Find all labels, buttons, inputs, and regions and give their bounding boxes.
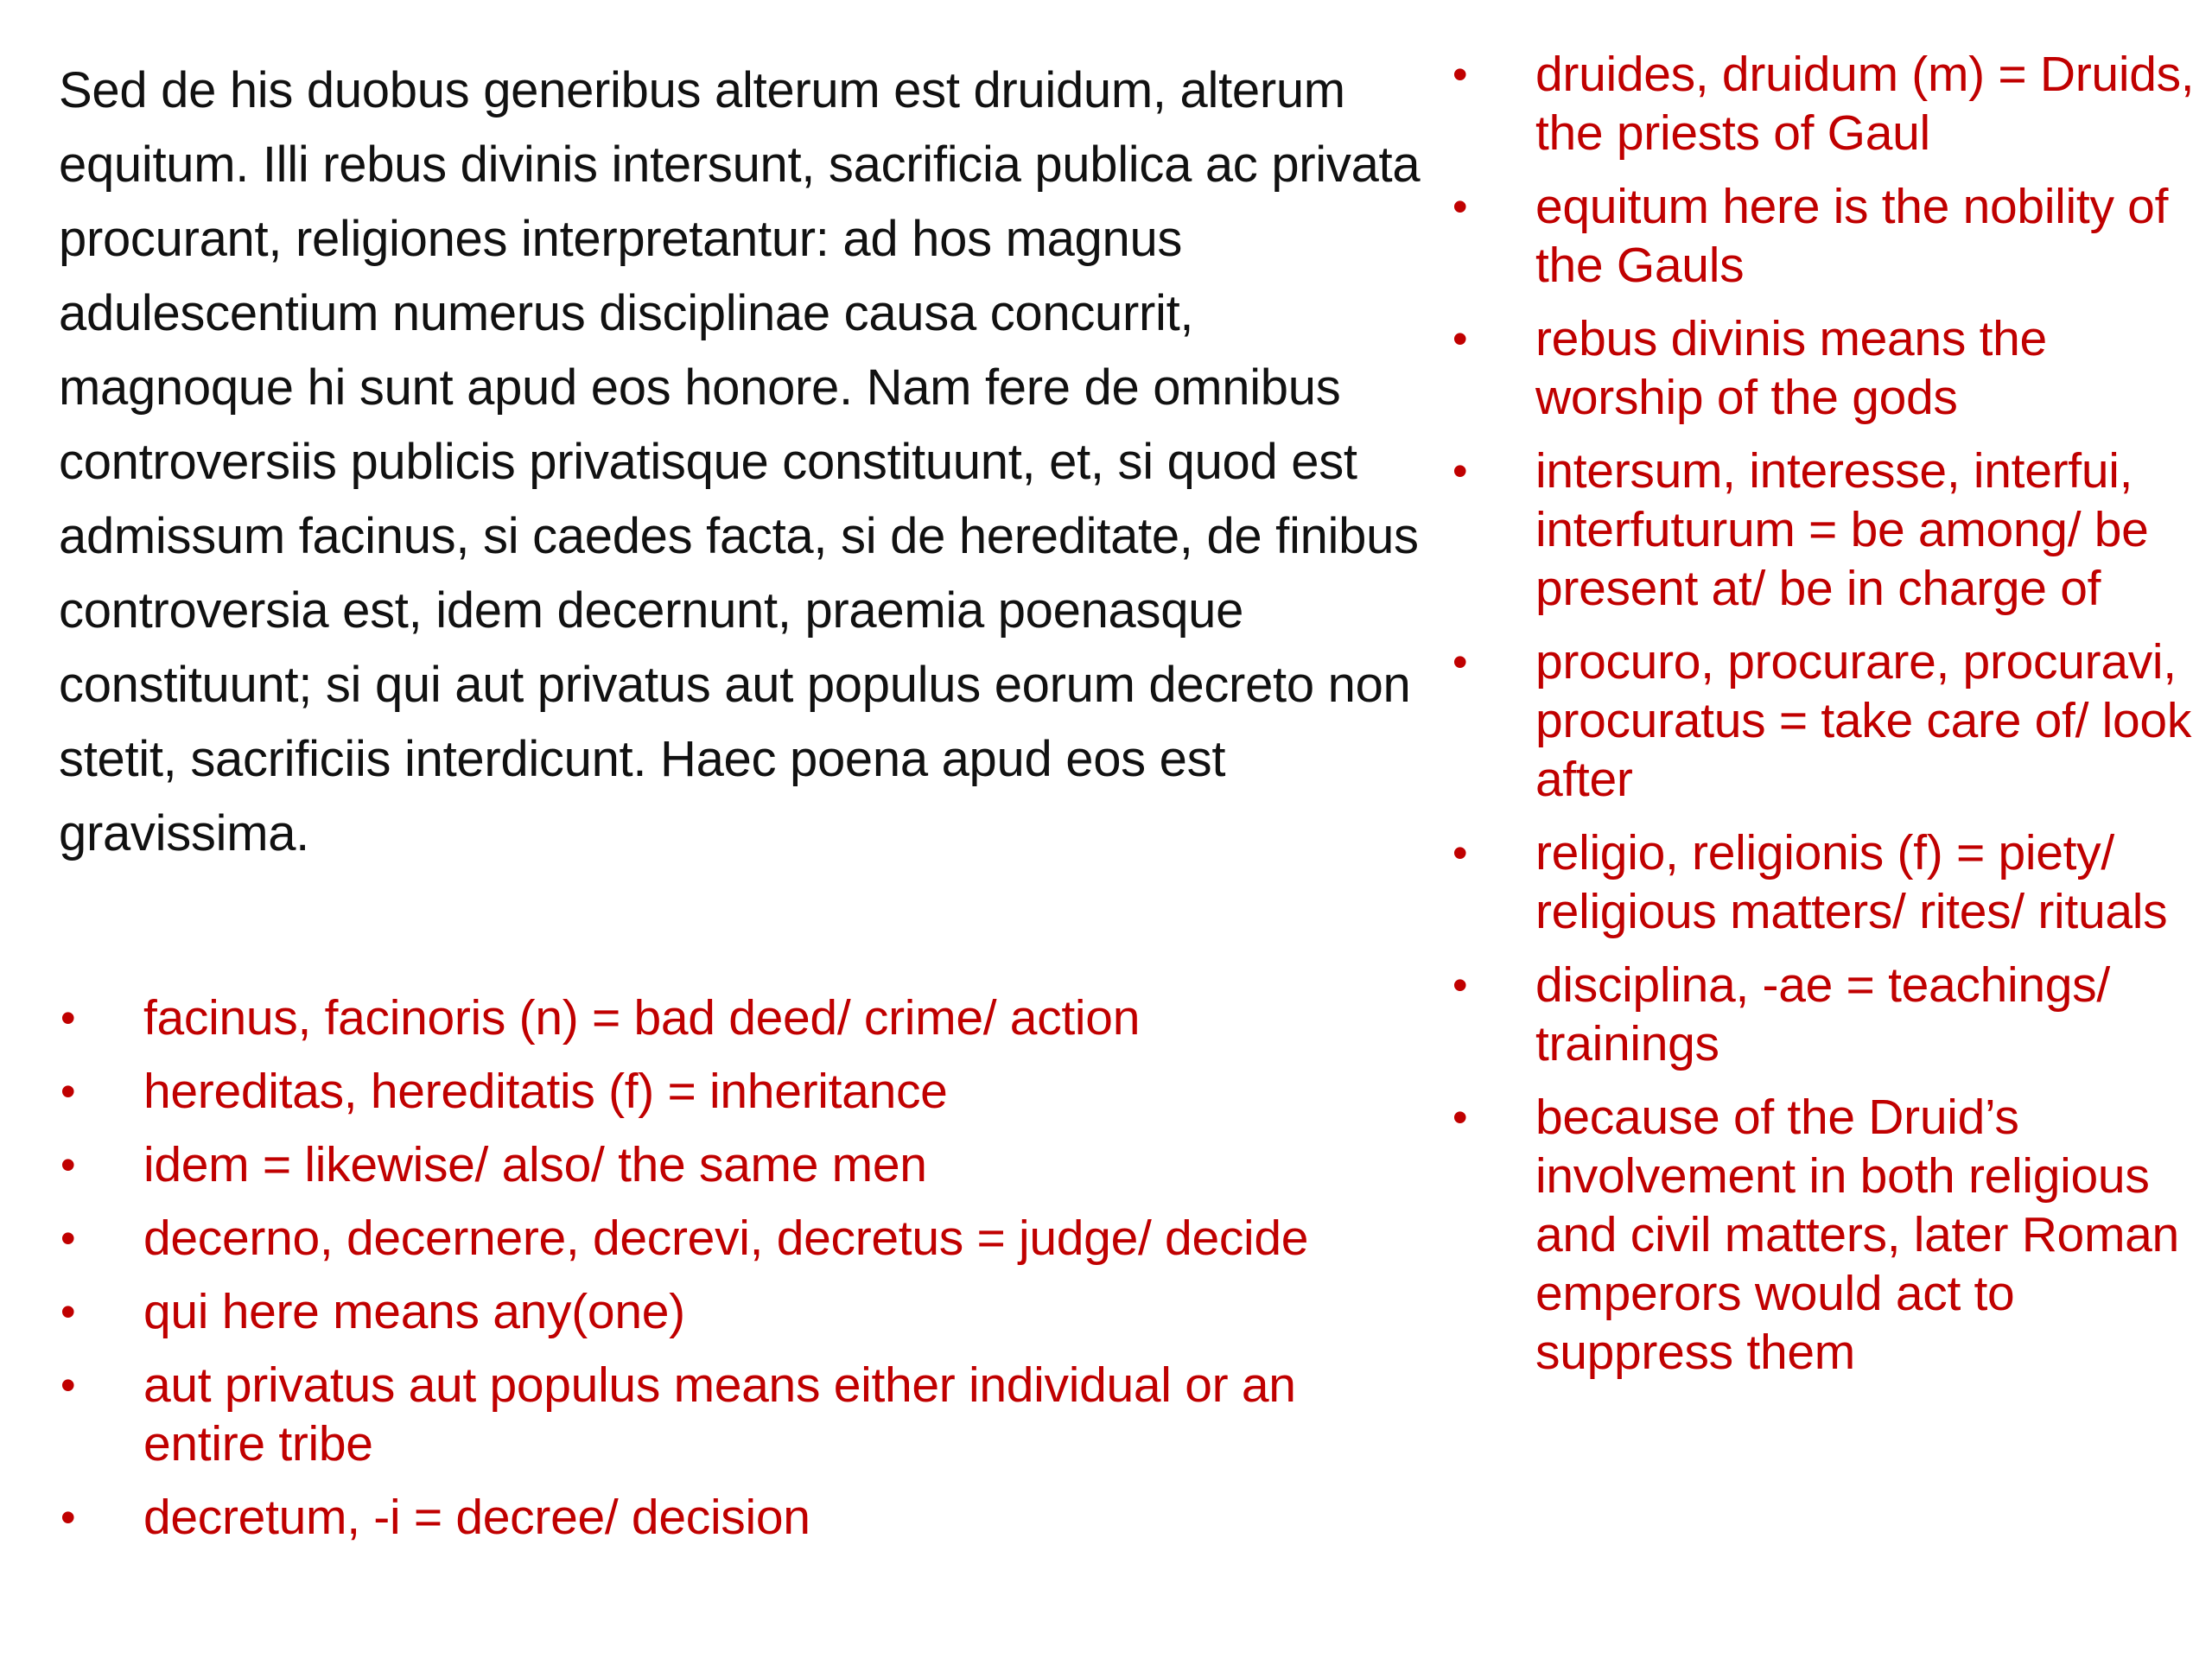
note-item [1452, 177, 2209, 295]
note-text: idem = likewise/ also/ the same men [143, 1137, 927, 1192]
note-text: procuro, procurare, procuravi, procuratus = take care of/ look after [1535, 634, 2192, 807]
bullet-icon: • [60, 1361, 76, 1409]
note-text: intersum, interesse, interfui, interfuturum = be among/ be present at/ be in charge of [1535, 443, 2149, 616]
note-item [1452, 45, 2209, 162]
note-item [60, 988, 1353, 1047]
latin-passage: Sed de his duobus generibus alterum est druidum, alterum equitum. Illi rebus divinis intersunt, sacrificia publica ac privata procurant, religiones interpretantur: ad hos magnus adulescentium numerus disciplinae causa concurrit, magnoque hi sunt apud eos honore. Nam fere de omnibus controversiis publicis privatisque constituunt, et, si quod est admissum facinus, si caedes facta, si de hereditate, de finibus controversia est, idem decernunt, praemia poenasque constituunt; si qui aut privatus aut populus eorum decreto non stetit, sacrificiis interdicunt. Haec poena apud eos est gravissima. [59, 62, 1421, 861]
bullet-icon: • [60, 1214, 76, 1262]
note-text: druides, druidum (m) = Druids, the priests of Gaul [1535, 47, 2195, 161]
note-text: facinus, facinoris (n) = bad deed/ crime/ action [143, 990, 1141, 1046]
bullet-icon: • [1452, 638, 1468, 686]
note-item [60, 1282, 1353, 1341]
note-text: religio, religionis (f) = piety/ religious matters/ rites/ rituals [1535, 825, 2168, 939]
bullet-icon: • [60, 1493, 76, 1541]
bullet-icon: • [1452, 182, 1468, 231]
note-text: aut privatus aut populus means either individual or an entire tribe [143, 1357, 1296, 1471]
note-text: rebus divinis means the worship of the gods [1535, 311, 2047, 425]
bullet-icon: • [60, 1287, 76, 1336]
vocabulary-notes-right [1452, 45, 2209, 1396]
bullet-icon: • [1452, 1093, 1468, 1141]
bullet-icon: • [1452, 829, 1468, 877]
note-item [60, 1062, 1353, 1121]
note-item [60, 1488, 1353, 1547]
note-text: qui here means any(one) [143, 1284, 685, 1339]
note-text: hereditas, hereditatis (f) = inheritance [143, 1064, 948, 1119]
note-item [60, 1209, 1353, 1268]
note-item [1452, 309, 2209, 427]
bullet-icon: • [1452, 961, 1468, 1009]
note-text: equitum here is the nobility of the Gauls [1535, 179, 2169, 293]
note-item [1452, 1088, 2209, 1382]
note-text: because of the Druid’s involvement in both religious and civil matters, later Roman emperors would act to suppress them [1535, 1090, 2179, 1380]
bullet-icon: • [60, 1067, 76, 1116]
vocabulary-notes-left [60, 988, 1353, 1561]
bullet-icon: • [1452, 50, 1468, 99]
bullet-icon: • [1452, 315, 1468, 363]
bullet-icon: • [60, 994, 76, 1042]
note-item [60, 1135, 1353, 1194]
note-item [1452, 442, 2209, 618]
bullet-icon: • [1452, 447, 1468, 495]
note-item [1452, 823, 2209, 941]
note-item [1452, 632, 2209, 809]
note-item [60, 1356, 1353, 1473]
bullet-icon: • [60, 1141, 76, 1189]
note-text: disciplina, -ae = teachings/ trainings [1535, 957, 2110, 1071]
note-text: decretum, -i = decree/ decision [143, 1490, 810, 1545]
note-text: decerno, decernere, decrevi, decretus = judge/ decide [143, 1211, 1309, 1266]
note-item [1452, 956, 2209, 1073]
